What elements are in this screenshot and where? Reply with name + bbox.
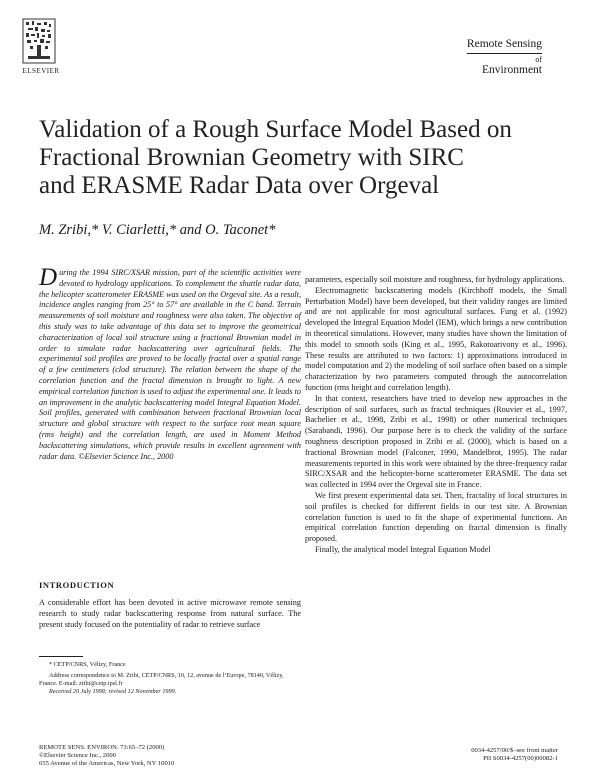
right-column [305,275,567,556]
footnotes [39,661,301,696]
title-line-3: and ERASME Radar Data over Orgeval [39,172,440,199]
publisher-tree-icon [22,18,56,64]
footer-copyright: ©Elsevier Science Inc., 2000 [39,752,116,760]
journal-line-2: Environment [481,64,542,76]
abstract [39,264,301,462]
intro-paragraph [39,598,301,630]
paper-title [39,116,559,200]
journal-divider [467,53,542,54]
footnote-affiliation: * CETP/CNRS, Vélizy, France [49,661,126,668]
right-paragraph-3: In that context, researchers have tried to develop new approaches in the description of soil surfaces, such as fractal techniques (Rouvier et al., 1997, Bachelier et al., 1998, Zribi et al., 1998) or other numerical techniques (Sarabandi, 1996). Our purpose here is to check the validity of the surface roughness description proposed in Zribi et al. (2000), which is based on a fractional Brownian model (Falconer, 1990, Mandelbrot, 1995). The radar measurements reported in this work were obtained by the three-frequency radar SIRC/XSAR and the helicopter-borne scatterometer ERASME. The data set was collected in 1994 over the Orgeval site in France. [305,393,567,490]
publisher-logo [22,18,56,64]
journal-line-1: Remote Sensing [466,38,542,50]
title-line-1: Validation of a Rough Surface Model Based on [39,116,512,143]
footer-citation: REMOTE SENS. ENVIRON. 73:65–72 (2000) [39,744,165,751]
right-paragraph-2: Electromagnetic backscattering models (Kirchhoff models, the Small Perturbation Model) have been developed, but their validity ranges are limited and are not applicable for most agricultural surfaces. Fung et al. (1992) developed the Integral Equation Model (IEM), which brings a new contribution in theoretical simulations. However, many studies have shown the limitation of this model to smooth soils (King et al., 1995, Rakotoarivony et al., 1996). These results are attributed to two factors: 1) approximations introduced in model computation and 2) the modeling of soil surface often based on a simple characterization by two parameters computed through the autocorrelation function (rms height and correlation length). [305,285,567,392]
authors: M. Zribi,* V. Ciarletti,* and O. Taconet* [39,222,276,238]
footer-issn: 0034-4257/00/$–see front matter [471,747,558,754]
publisher-name: ELSEVIER [22,67,60,75]
journal-name [467,38,542,77]
footer-left [39,744,174,769]
section-heading-introduction: INTRODUCTION [39,580,115,590]
footer-pii: PII S0034-4257(00)00082-1 [483,755,558,763]
footer-address: 655 Avenue of the Americas, New York, NY 10010 [39,760,175,768]
right-paragraph-5: Finally, the analytical model Integral Equation Model [315,544,491,554]
right-paragraph-4: We first present experimental data set. Then, fractality of local structures in soil profiles is checked for different fields in our test site. A Brownian correlation function is used to fit the shape of experimental functions. An empirical correlation function depending on fractal dimension is finally proposed. [305,490,567,544]
journal-of: of [535,55,542,64]
intro-text: A considerable effort has been devoted in active microwave remote sensing research to study radar backscattering response from natural surface. The present study focused on the potentiality of radar to retrieve surface [39,598,301,629]
footnote-divider [39,656,83,657]
footnote-address: Address correspondence to M. Zribi, CETP/CNRS, 10, 12, avenue de l’Europe, 78140, Vélizy, France. E-mail: zribi@cetp.ipsl.fr [39,672,284,687]
title-line-2: Fractional Brownian Geometry with SIRC [39,144,464,171]
abstract-dropcap: D [39,264,58,291]
footer-right [471,747,558,763]
right-paragraph-1: parameters, especially soil moisture and roughness, for hydrology applications. [305,275,565,284]
abstract-text: uring the 1994 SIRC/XSAR mission, part of the scientific activities were devoted to hydrology applications. To complement the shuttle radar data, the helicopter scatterometer ERASME was used on the Orgeval site. As a result, incidence angles ranging from 25° to 57° are available in the C band. Terrain measurements of soil moisture and roughness were also taken. The objective of this study was to take advantage of this data set to improve the geometrical characterization of local soil structure using a fractional Brownian model in order to simulate radar backscattering over agricultural fields. The experimental soil profiles are proved to be locally fractal over a spatial range of a few centimeters (clod structure). The relation between the shape of the correlation function and the fractal dimension is brought to light. A new empirical correlation function is used to adjust the experimental one. It leads to an improvement in the analytic backscattering model Integral Equation Model. Soil profiles, generated with combination between fractional Brownian local structure and global structure with respect to the surface root mean square (rms height) and the correlation length, are used in Moment Method backscattering simulations, which provide results in excellent agreement with radar data. ©Elsevier Science Inc., 2000 [39,268,301,461]
footnote-received: Received 20 July 1998; revised 12 November 1999. [49,688,177,695]
